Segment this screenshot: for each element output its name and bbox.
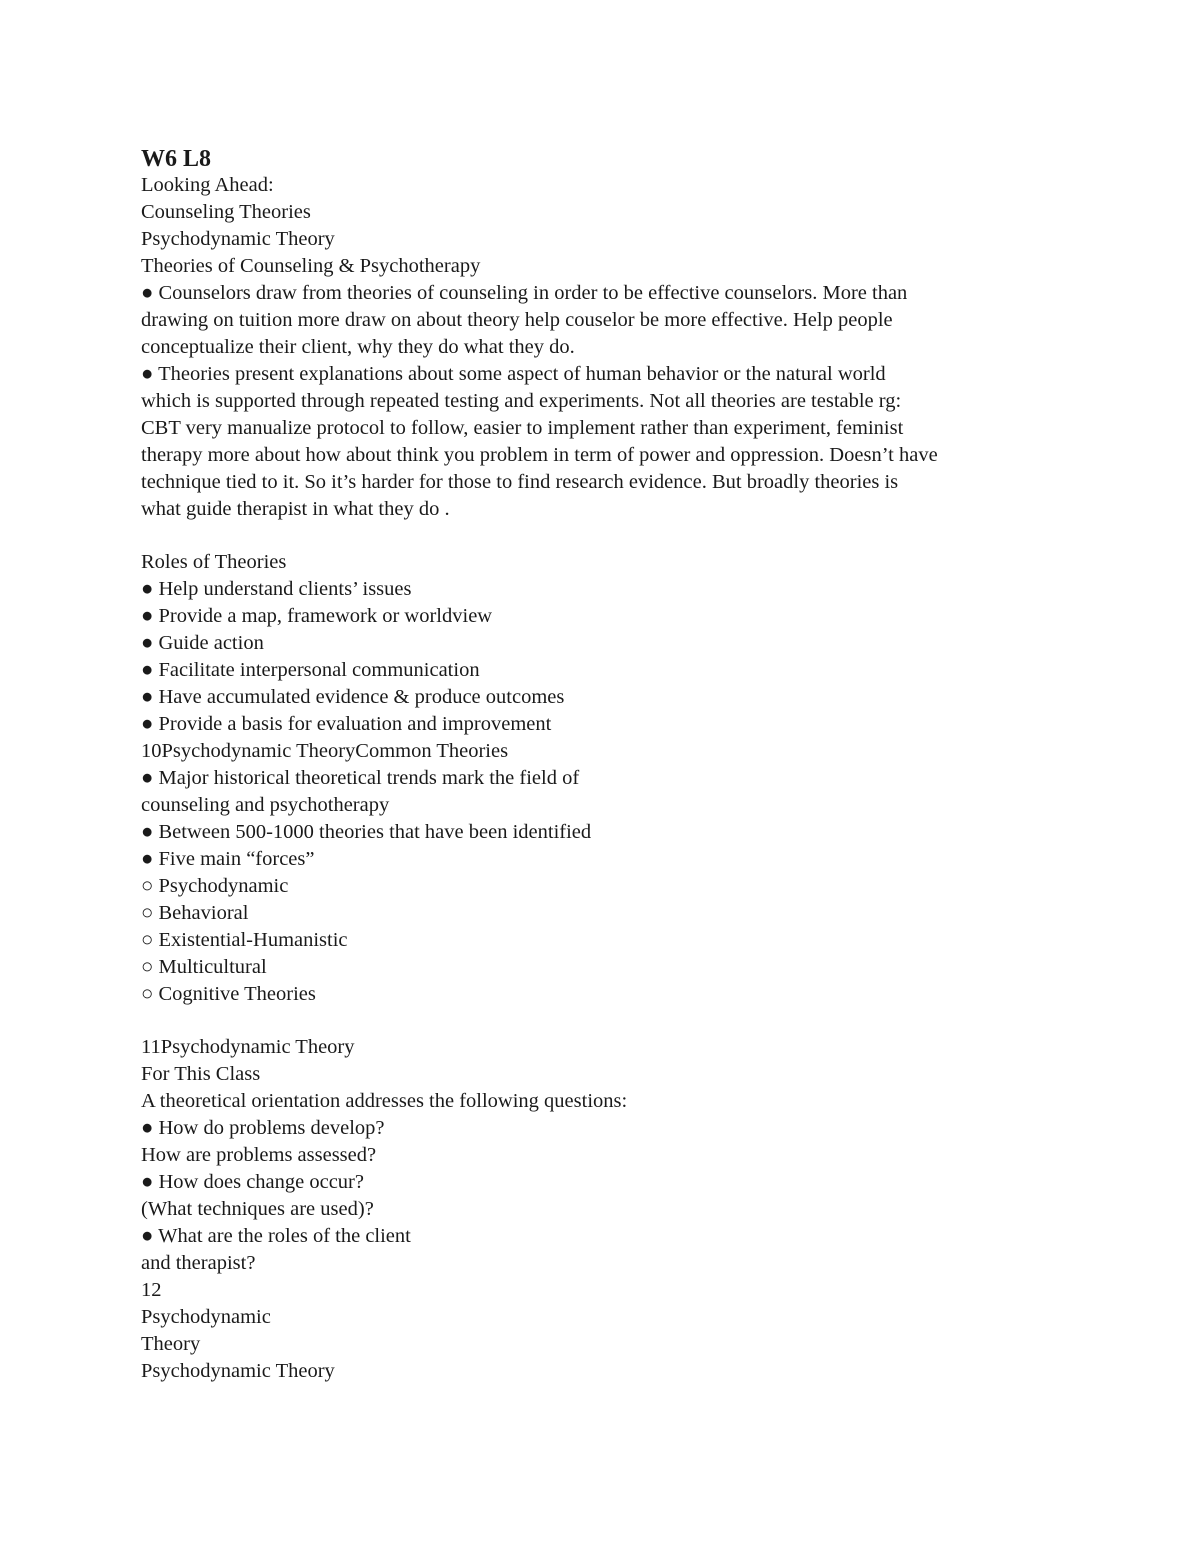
text-line: which is supported through repeated testing and experiments. Not all theories are testable rg:	[141, 390, 902, 412]
text-line: A theoretical orientation addresses the following questions:	[141, 1090, 628, 1112]
section-intro	[141, 172, 1081, 523]
paragraph-gap	[141, 523, 1081, 549]
bullet-line: ● Theories present explanations about some aspect of human behavior or the natural world	[141, 363, 886, 385]
text-line: what guide therapist in what they do .	[141, 498, 450, 520]
sub-bullet-line: ○ Existential-Humanistic	[141, 929, 348, 951]
text-line: How are problems assessed?	[141, 1144, 377, 1166]
document-page	[141, 144, 1081, 1385]
sub-bullet-line: ○ Cognitive Theories	[141, 983, 316, 1005]
section-class	[141, 1034, 1081, 1385]
text-line: and therapist?	[141, 1252, 256, 1274]
section-roles	[141, 549, 1081, 1008]
page-number-text: 12	[141, 1279, 162, 1301]
text-line: (What techniques are used)?	[141, 1198, 374, 1220]
text-line: Looking Ahead:	[141, 174, 274, 196]
text-line: 10Psychodynamic TheoryCommon Theories	[141, 740, 509, 762]
text-line: Theory	[141, 1333, 201, 1355]
bullet-line: ● How do problems develop?	[141, 1117, 385, 1139]
text-line: therapy more about how about think you problem in term of power and oppression. Doesn’t have	[141, 444, 938, 466]
document-title: W6 L8	[141, 146, 212, 172]
text-line: Psychodynamic Theory	[141, 1360, 335, 1382]
text-line: Counseling Theories	[141, 201, 311, 223]
bullet-line: ● Guide action	[141, 632, 264, 654]
bullet-line: ● Major historical theoretical trends mark the field of	[141, 767, 580, 789]
text-line: conceptualize their client, why they do what they do.	[141, 336, 575, 358]
bullet-line: ● Provide a basis for evaluation and improvement	[141, 713, 552, 735]
text-line: drawing on tuition more draw on about theory help couselor be more effective. Help people	[141, 309, 893, 331]
sub-bullet-line: ○ Behavioral	[141, 902, 249, 924]
bullet-line: ● Five main “forces”	[141, 848, 315, 870]
bullet-line: ● How does change occur?	[141, 1171, 364, 1193]
text-line: Psychodynamic Theory	[141, 228, 335, 250]
text-line: 11Psychodynamic Theory	[141, 1036, 355, 1058]
text-line: technique tied to it. So it’s harder for those to find research evidence. But broadly theories is	[141, 471, 899, 493]
bullet-line: ● Facilitate interpersonal communication	[141, 659, 480, 681]
bullet-line: ● Help understand clients’ issues	[141, 578, 412, 600]
section-heading: For This Class	[141, 1063, 261, 1085]
text-line: counseling and psychotherapy	[141, 794, 390, 816]
bullet-line: ● Counselors draw from theories of counseling in order to be effective counselors. More than	[141, 282, 908, 304]
bullet-line: ● Between 500-1000 theories that have been identified	[141, 821, 592, 843]
text-line: Theories of Counseling & Psychotherapy	[141, 255, 481, 277]
text-line: Psychodynamic	[141, 1306, 271, 1328]
bullet-line: ● Provide a map, framework or worldview	[141, 605, 493, 627]
sub-bullet-line: ○ Psychodynamic	[141, 875, 289, 897]
bullet-line: ● What are the roles of the client	[141, 1225, 411, 1247]
text-line: CBT very manualize protocol to follow, easier to implement rather than experiment, feminist	[141, 417, 904, 439]
sub-bullet-line: ○ Multicultural	[141, 956, 267, 978]
bullet-line: ● Have accumulated evidence & produce outcomes	[141, 686, 565, 708]
section-heading: Roles of Theories	[141, 551, 287, 573]
paragraph-gap	[141, 1008, 1081, 1034]
